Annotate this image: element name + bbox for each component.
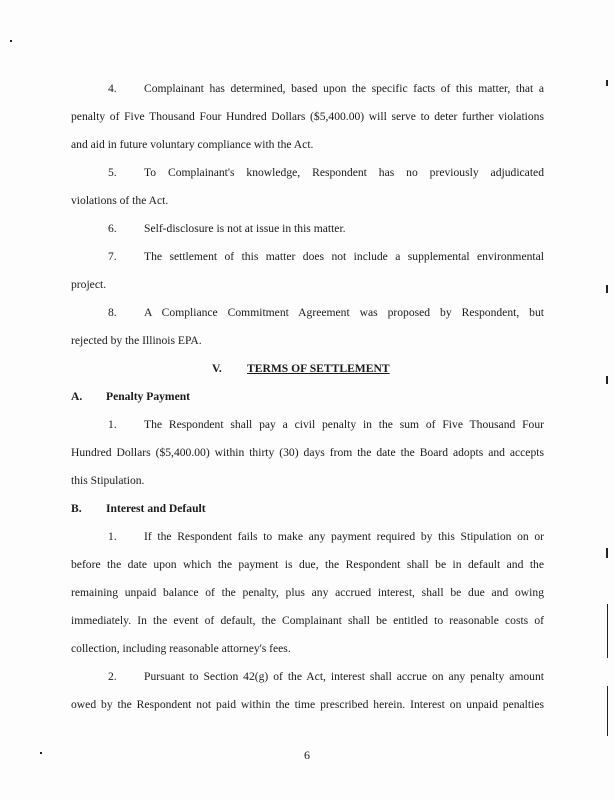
- section-b-para-2-line-2: owed by the Respondent not paid within the time prescribed herein. Interest on unpaid penalties: [71, 698, 544, 711]
- para-4-number: 4.: [108, 82, 117, 95]
- section-a-letter: A.: [71, 390, 83, 403]
- page-number: 6: [304, 748, 310, 762]
- section-a-para-1-number: 1.: [108, 418, 117, 431]
- section-v-title: TERMS OF SETTLEMENT: [247, 362, 390, 375]
- section-b-para-2-number: 2.: [108, 670, 117, 683]
- para-6-number: 6.: [108, 222, 117, 235]
- scan-speck: [10, 40, 12, 42]
- section-b-para-1-line-2: before the date upon which the payment is due, the Respondent shall be in default and the: [71, 558, 544, 571]
- para-8-number: 8.: [108, 306, 117, 319]
- section-b-letter: B.: [71, 502, 82, 515]
- section-b-title: Interest and Default: [106, 502, 206, 515]
- scan-speck: [606, 285, 608, 293]
- scan-speck: [606, 376, 608, 384]
- para-7-number: 7.: [108, 250, 117, 263]
- scan-edge-mark: [607, 604, 608, 658]
- para-4-line-2: penalty of Five Thousand Four Hundred Dollars ($5,400.00) will serve to deter further violations: [71, 110, 544, 123]
- section-v-number: V.: [212, 362, 222, 375]
- para-8-line-1: A Compliance Commitment Agreement was proposed by Respondent, but: [144, 306, 544, 319]
- para-5-number: 5.: [108, 166, 117, 179]
- section-b-para-1-line-3: remaining unpaid balance of the penalty, plus any accrued interest, shall be due and owing: [71, 586, 544, 599]
- scan-edge-mark: [607, 686, 608, 736]
- para-5-line-1: To Complainant's knowledge, Respondent has no previously adjudicated: [144, 166, 544, 179]
- section-b-para-2-line-1: Pursuant to Section 42(g) of the Act, interest shall accrue on any penalty amount: [144, 670, 544, 683]
- scan-speck: [40, 752, 42, 754]
- para-7-line-1: The settlement of this matter does not include a supplemental environmental: [144, 250, 544, 263]
- scan-speck: [606, 80, 608, 86]
- section-b-para-1-number: 1.: [108, 530, 117, 543]
- para-4-line-1: Complainant has determined, based upon the specific facts of this matter, that a: [144, 82, 544, 95]
- scan-speck: [606, 548, 608, 558]
- para-5-line-2: violations of the Act.: [71, 194, 169, 207]
- para-8-line-2: rejected by the Illinois EPA.: [71, 334, 202, 347]
- section-a-title: Penalty Payment: [106, 390, 191, 403]
- para-7-line-2: project.: [71, 278, 107, 291]
- para-4-line-3: and aid in future voluntary compliance with the Act.: [71, 138, 314, 151]
- section-a-para-1-line-2: Hundred Dollars ($5,400.00) within thirty (30) days from the date the Board adopts and accepts: [71, 446, 544, 459]
- para-6-line-1: Self-disclosure is not at issue in this matter.: [144, 222, 346, 235]
- section-b-para-1-line-5: collection, including reasonable attorney's fees.: [71, 642, 291, 655]
- section-b-para-1-line-1: If the Respondent fails to make any payment required by this Stipulation on or: [144, 530, 544, 543]
- section-b-para-1-line-4: immediately. In the event of default, the Complainant shall be entitled to reasonable costs of: [71, 614, 544, 627]
- section-a-para-1-line-1: The Respondent shall pay a civil penalty in the sum of Five Thousand Four: [144, 418, 544, 431]
- section-a-para-1-line-3: this Stipulation.: [71, 474, 145, 487]
